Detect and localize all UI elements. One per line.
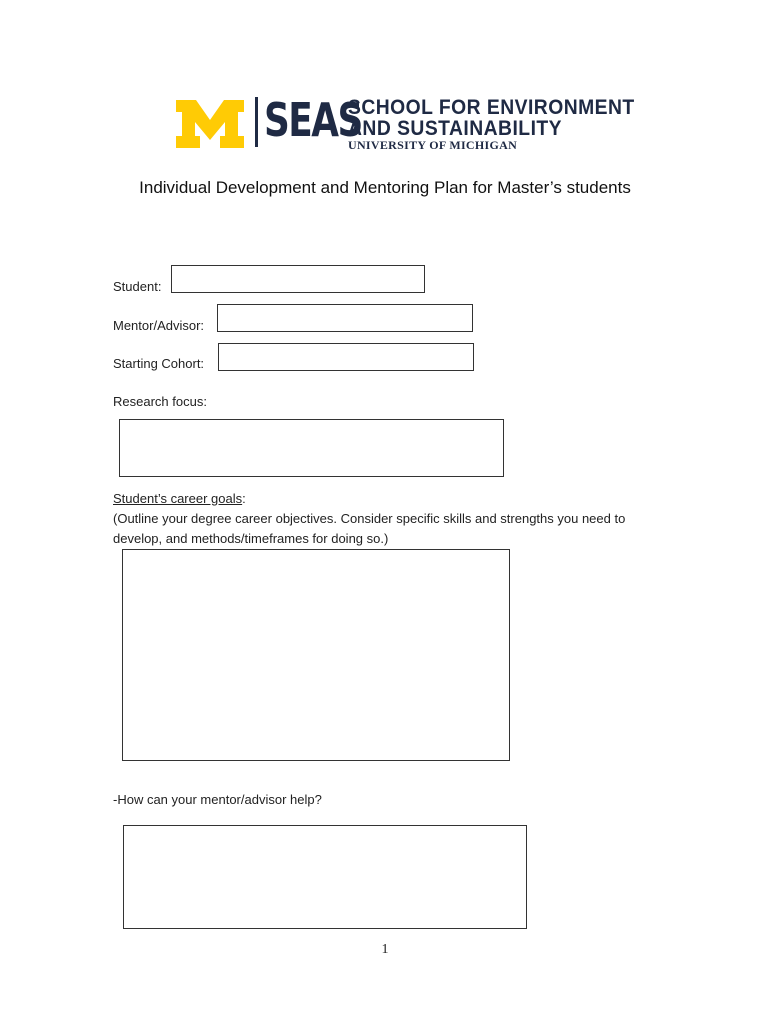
- student-label: Student:: [113, 279, 162, 294]
- student-field[interactable]: [171, 265, 425, 293]
- career-goals-block: [113, 489, 673, 549]
- mentor-field[interactable]: [217, 304, 473, 332]
- research-label: Research focus:: [113, 394, 207, 409]
- cohort-field[interactable]: [218, 343, 474, 371]
- mentor-help-field[interactable]: [123, 825, 527, 929]
- research-field[interactable]: [119, 419, 504, 477]
- mentor-help-label: -How can your mentor/advisor help?: [113, 792, 322, 807]
- logo-divider: [255, 97, 258, 147]
- logo-line-2: AND SUSTAINABILITY: [348, 117, 563, 140]
- seas-logo: [176, 93, 635, 152]
- page-number: 1: [381, 942, 389, 957]
- career-goals-field[interactable]: [122, 549, 510, 761]
- career-goals-instructions: (Outline your degree career objectives. Consider specific skills and strengths you need to develop, and methods/timeframes for doing so.): [113, 511, 626, 546]
- cohort-label: Starting Cohort:: [113, 356, 205, 371]
- logo-line-1: SCHOOL FOR ENVIRONMENT: [348, 96, 635, 119]
- career-goals-colon: :: [242, 491, 246, 506]
- logo-acronym: SEAS: [264, 93, 362, 147]
- logo-line-3: UNIVERSITY OF MICHIGAN: [348, 138, 518, 152]
- mentor-label: Mentor/Advisor:: [113, 318, 205, 333]
- career-goals-heading: Student’s career goals: [113, 491, 243, 506]
- block-m-logo: [176, 100, 244, 148]
- document-title: Individual Development and Mentoring Plan for Master’s students: [139, 178, 631, 197]
